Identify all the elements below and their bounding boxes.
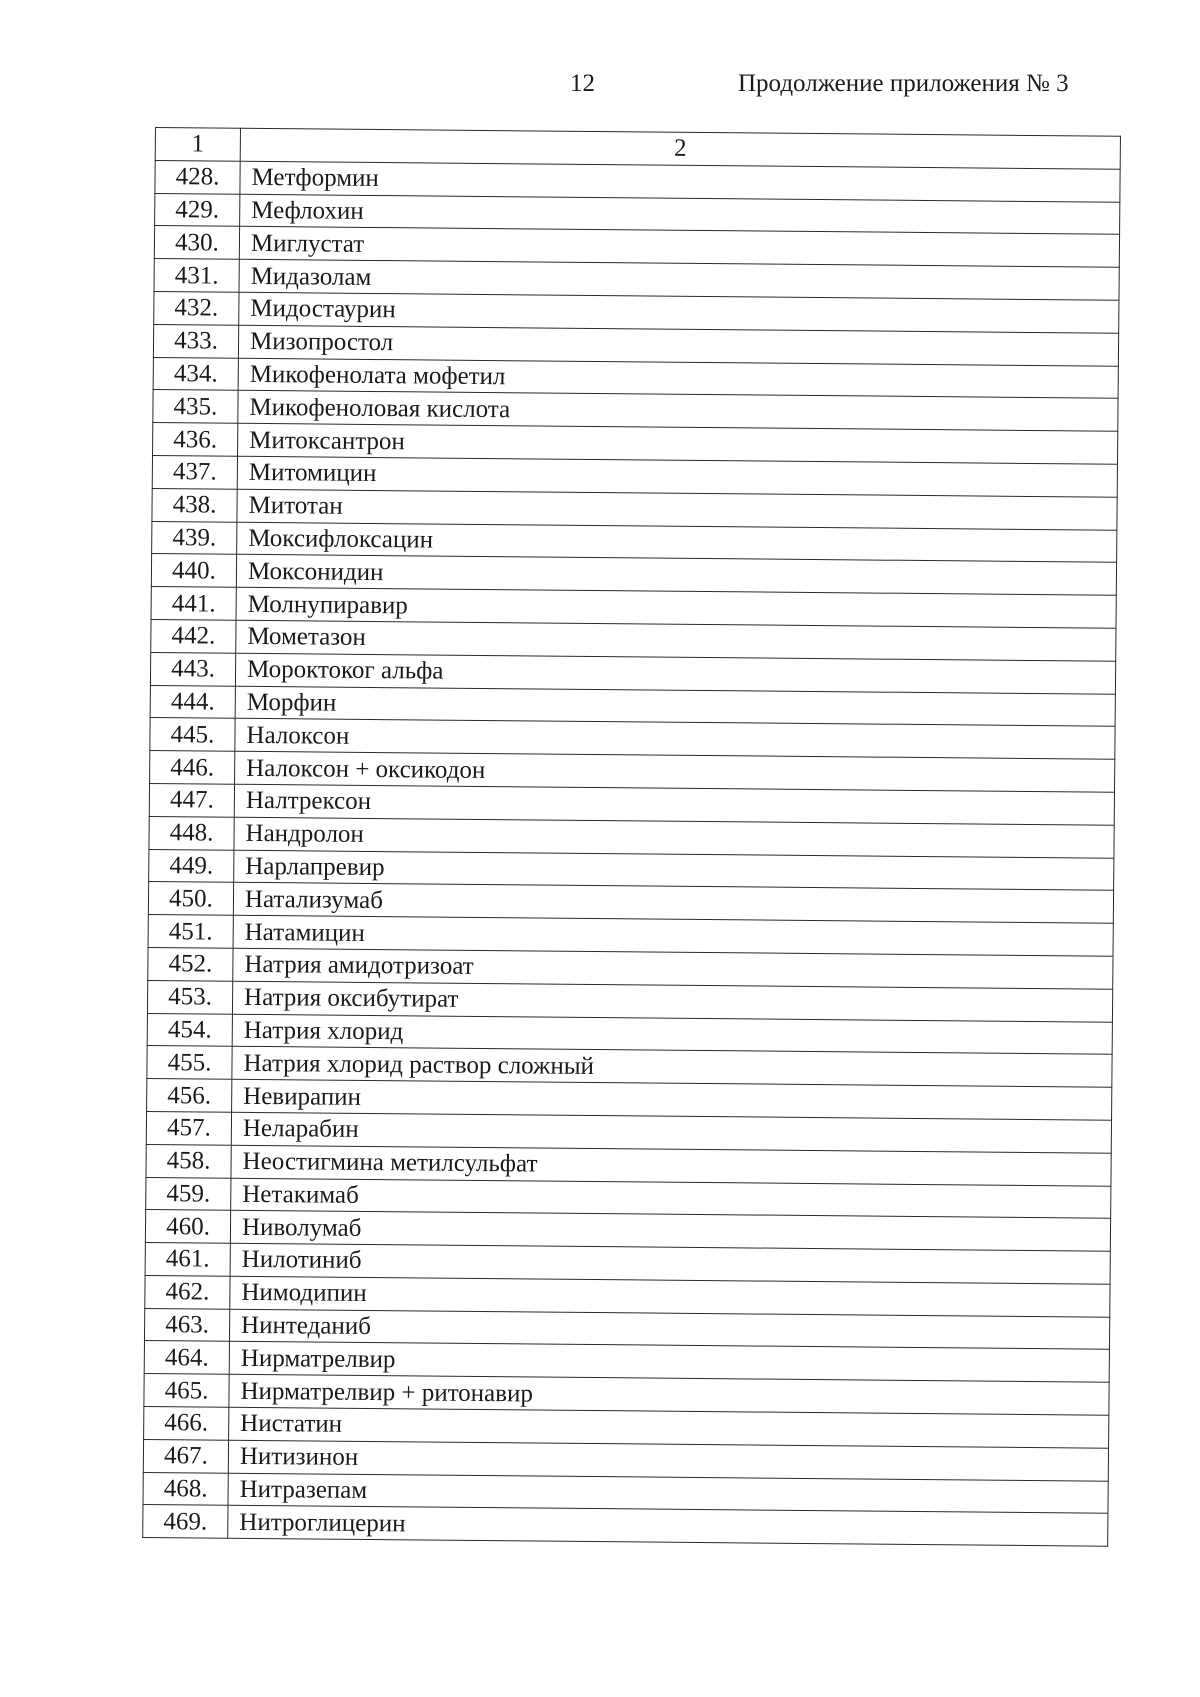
row-number-cell: 434. — [153, 357, 238, 391]
drug-name-cell: Мизопростол — [238, 325, 1118, 366]
drug-name-cell: Метформин — [240, 161, 1120, 202]
row-number-cell: 443. — [150, 652, 235, 686]
drug-name-cell: Митотан — [237, 489, 1117, 530]
row-number-cell: 449. — [149, 849, 234, 883]
row-number-cell: 445. — [150, 718, 235, 752]
drug-name-cell: Мефлохин — [240, 194, 1120, 235]
table-body — [143, 128, 1121, 1547]
row-number-cell: 428. — [155, 160, 240, 194]
appendix-continuation-title: Продолжение приложения № 3 — [738, 70, 1069, 97]
drug-name-cell: Нитразепам — [228, 1473, 1108, 1514]
drug-name-cell: Натрия амидотризоат — [233, 948, 1113, 989]
drug-name-cell: Моксонидин — [236, 555, 1116, 596]
drug-name-cell: Неостигмина метилсульфат — [231, 1145, 1111, 1186]
row-number-cell: 446. — [150, 751, 235, 785]
drug-name-cell: Микофеноловая кислота — [238, 391, 1118, 432]
row-number-cell: 469. — [143, 1505, 228, 1539]
row-number-cell: 440. — [151, 554, 236, 588]
page-header — [0, 70, 1200, 110]
drug-name-cell: Нирматрелвир + ритонавир — [229, 1375, 1109, 1416]
row-number-cell: 448. — [149, 816, 234, 850]
row-number-cell: 461. — [145, 1243, 230, 1277]
drug-name-cell: Нитроглицерин — [228, 1506, 1108, 1547]
row-number-cell: 460. — [145, 1210, 230, 1244]
row-number-cell: 462. — [145, 1275, 230, 1309]
row-number-cell: 433. — [153, 324, 238, 358]
row-number-cell: 466. — [144, 1407, 229, 1441]
row-number-cell: 452. — [148, 947, 233, 981]
drug-name-cell: Мометазон — [236, 620, 1116, 661]
drug-name-cell: Нарлапревир — [234, 850, 1114, 891]
drug-name-cell: Нитизинон — [228, 1440, 1108, 1481]
row-number-cell: 439. — [152, 521, 237, 555]
row-number-cell: 467. — [143, 1439, 228, 1473]
drug-name-cell: Натрия оксибутират — [232, 981, 1112, 1022]
drug-name-cell: Нистатин — [229, 1407, 1109, 1448]
drug-name-cell: Налтрексон — [234, 784, 1114, 825]
row-number-cell: 444. — [150, 685, 235, 719]
row-number-cell: 435. — [153, 390, 238, 424]
row-number-cell: 447. — [149, 783, 234, 817]
column-header-name: 2 — [240, 128, 1120, 169]
row-number-cell: 459. — [146, 1177, 231, 1211]
drug-name-cell: Моксифлоксацин — [237, 522, 1117, 563]
drug-name-cell: Натамицин — [233, 915, 1113, 956]
drug-name-cell: Налоксон + оксикодон — [235, 751, 1115, 792]
drug-name-cell: Миглустат — [239, 227, 1119, 268]
row-number-cell: 442. — [151, 619, 236, 653]
row-number-cell: 465. — [144, 1374, 229, 1408]
drug-name-cell: Нинтеданиб — [229, 1309, 1109, 1350]
drug-name-cell: Мидазолам — [239, 259, 1119, 300]
row-number-cell: 463. — [144, 1308, 229, 1342]
row-number-cell: 457. — [146, 1111, 231, 1145]
row-number-cell: 441. — [151, 587, 236, 621]
row-number-cell: 455. — [147, 1046, 232, 1080]
row-number-cell: 436. — [153, 423, 238, 457]
row-number-cell: 451. — [148, 915, 233, 949]
row-number-cell: 464. — [144, 1341, 229, 1375]
drug-name-cell: Ниволумаб — [230, 1211, 1110, 1252]
row-number-cell: 456. — [147, 1079, 232, 1113]
drug-name-cell: Натрия хлорид раствор сложный — [232, 1047, 1112, 1088]
drug-name-cell: Мороктоког альфа — [235, 653, 1115, 694]
row-number-cell: 453. — [147, 980, 232, 1014]
drug-list-table — [142, 127, 1121, 1547]
drug-name-cell: Неларабин — [231, 1112, 1111, 1153]
drug-name-cell: Морфин — [235, 686, 1115, 727]
drug-name-cell: Нандролон — [234, 817, 1114, 858]
drug-name-cell: Микофенолата мофетил — [238, 358, 1118, 399]
drug-name-cell: Нилотиниб — [230, 1243, 1110, 1284]
row-number-cell: 438. — [152, 488, 237, 522]
drug-name-cell: Митомицин — [237, 456, 1117, 497]
drug-name-cell: Митоксантрон — [238, 423, 1118, 464]
drug-name-cell: Мидостаурин — [239, 292, 1119, 333]
drug-name-cell: Нетакимаб — [231, 1178, 1111, 1219]
row-number-cell: 431. — [154, 259, 239, 293]
drug-name-cell: Натализумаб — [233, 883, 1113, 924]
page-number: 12 — [570, 70, 595, 97]
drug-name-cell: Молнупиравир — [236, 587, 1116, 628]
row-number-cell: 430. — [154, 226, 239, 260]
row-number-cell: 437. — [152, 455, 237, 489]
drug-name-cell: Нирматрелвир — [229, 1342, 1109, 1383]
row-number-cell: 454. — [147, 1013, 232, 1047]
row-number-cell: 432. — [154, 291, 239, 325]
drug-name-cell: Налоксон — [235, 719, 1115, 760]
row-number-cell: 468. — [143, 1472, 228, 1506]
drug-name-cell: Невирапин — [232, 1079, 1112, 1120]
row-number-cell: 429. — [155, 193, 240, 227]
row-number-cell: 458. — [146, 1144, 231, 1178]
row-number-cell: 450. — [148, 882, 233, 916]
column-header-number: 1 — [155, 128, 240, 162]
drug-name-cell: Нимодипин — [230, 1276, 1110, 1317]
drug-name-cell: Натрия хлорид — [232, 1014, 1112, 1055]
